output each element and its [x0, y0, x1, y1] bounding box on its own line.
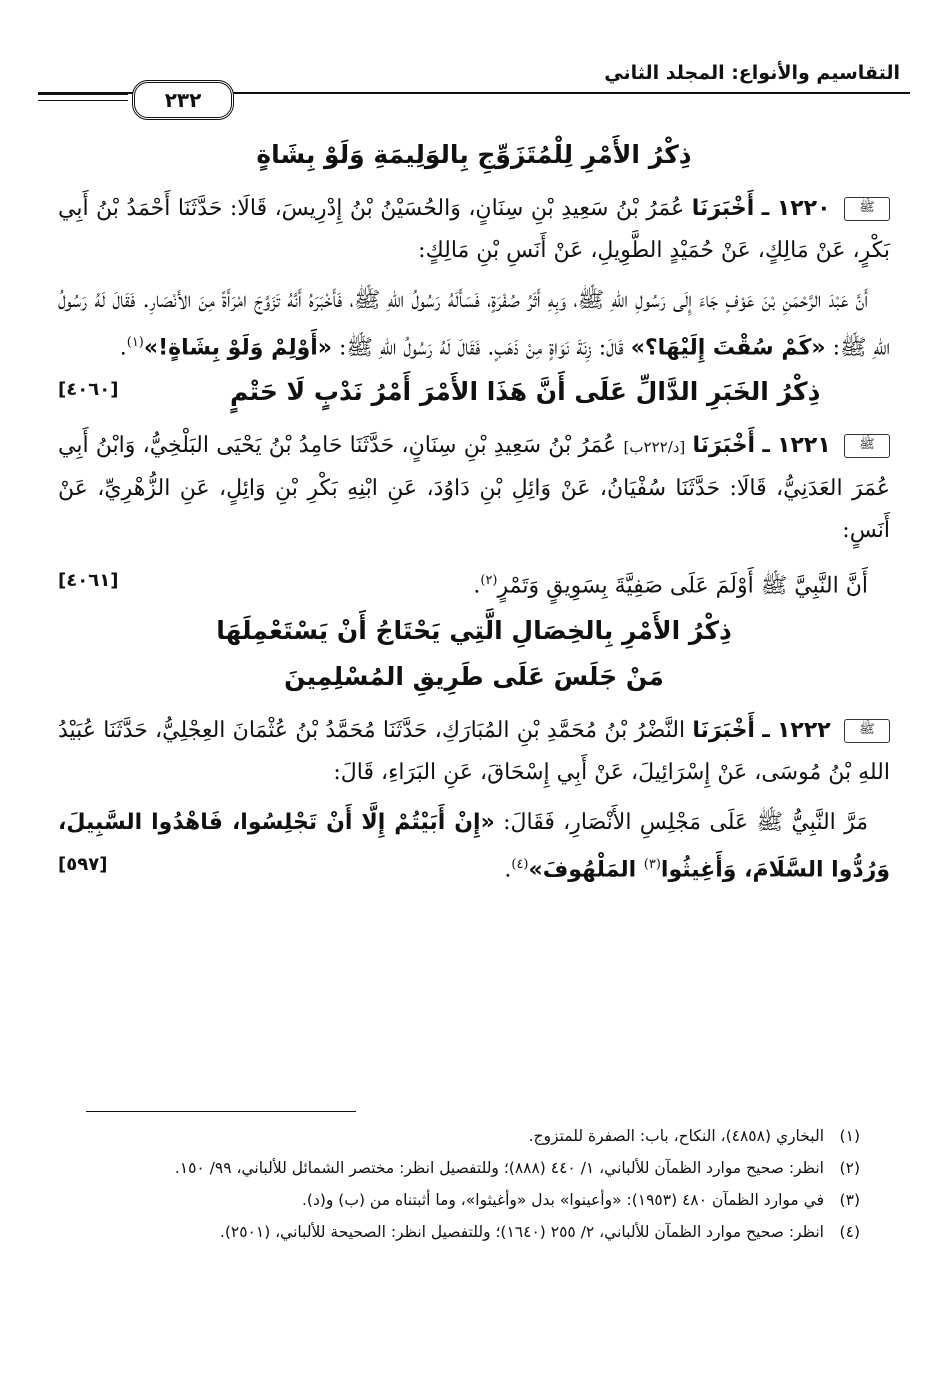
- manuscript-ref: [د/٢٢٢ب]: [623, 438, 686, 457]
- matn-text: أَنَّ عَبْدَ الرَّحْمَنِ بْنَ عَوْفٍ جَاءَ إِلَى رَسُولِ اللهِ ﷺ، وَبِهِ أَثَرُ صُفْرَةٍ، فَسَأَلَهُ رَسُولُ اللهِ ﷺ، فَأَخْبَرَهُ أَنَّهُ تَزَوَّجَ امْرَأَةً مِنَ الأَنْصَارِ. فَقَالَ لَهُ رَسُولُ اللهِ ﷺ:: [58, 288, 890, 361]
- akhbarana: أَخْبَرَنَا: [692, 433, 756, 459]
- matn-text: مَرَّ النَّبِيُّ ﷺ عَلَى مَجْلِسِ الأَنْصَارِ، فَقَالَ:: [494, 809, 869, 835]
- hadith-number: ١٢٢٠: [776, 196, 831, 221]
- section-heading: [58, 608, 890, 700]
- matn-text-mid: قَالَ: زِنَةَ نَوَاةٍ مِنْ ذَهَبٍ. فَقَالَ لَهُ رَسُولُ اللهِ ﷺ:: [332, 335, 631, 361]
- hadith-marker-icon: ﷺ: [844, 197, 890, 221]
- matn-paragraph: [58, 560, 890, 607]
- isnad-paragraph: [58, 710, 890, 794]
- main-content: [58, 132, 890, 891]
- footnote-mark: (١): [126, 335, 144, 350]
- footnote-number: (٣): [839, 1191, 860, 1209]
- hadith-reference: [٤٠٦٠]: [58, 379, 119, 401]
- matn-quote-1: «كَمْ سُقْتَ إِلَيْهَا؟»: [630, 335, 826, 361]
- dash: ـ: [762, 433, 770, 459]
- footnote-mark-inner: (٣): [643, 856, 661, 872]
- footnote-mark: (٢): [480, 573, 498, 589]
- akhbarana: أَخْبَرَنَا: [691, 196, 755, 221]
- dash: ـ: [761, 196, 770, 221]
- isnad-text: عُمَرُ بْنُ سَعِيدِ بْنِ سِنَانٍ، وَالحُسَيْنُ بْنُ إِدْرِيسَ، قَالَا: حَدَّثَنَا أَحْمَدُ بْنُ أَبِي بَكْرٍ، عَنْ مَالِكٍ، عَنْ حُمَيْدٍ الطَّوِيلِ، عَنْ أَنَسِ بْنِ مَالِكٍ:: [58, 196, 890, 263]
- hadith-number: ١٢٢٢: [777, 717, 831, 743]
- footnote-text: انظر: صحيح موارد الظمآن للألباني، ٢/ ٢٥٥ (١٦٤٠)؛ وللتفصيل انظر: الصحيحة للألباني، (٢٥٠١).: [219, 1223, 824, 1241]
- isnad-paragraph: [58, 188, 890, 272]
- footnote-text: في موارد الظمآن ٤٨٠ (١٩٥٣): «وأعينوا» بدل «وأغيثوا»، وما أثبتناه من (ب) و(د).: [301, 1191, 824, 1209]
- page-header: [38, 58, 910, 120]
- section-heading: ذِكْرُ الخَبَرِ الدَّالِّ عَلَى أَنَّ هَذَا الأَمْرَ أَمْرُ نَدْبٍ لَا حَتْمٍ: [230, 377, 821, 407]
- footnotes: [86, 1122, 860, 1250]
- isnad-text: النَّضْرُ بْنُ مُحَمَّدِ بْنِ المُبَارَكِ، حَدَّثَنَا مُحَمَّدُ بْنُ عُثْمَانَ العِجْلِيُّ، حَدَّثَنَا عُبَيْدُ اللهِ بْنُ مُوسَى، عَنْ إِسْرَائِيلَ، عَنْ أَبِي إِسْحَاقَ، عَنِ البَرَاءِ، قَالَ:: [58, 717, 890, 785]
- dash: ـ: [762, 717, 770, 743]
- hadith-reference: [٤٠٦١]: [58, 570, 119, 592]
- isnad-paragraph: [58, 425, 890, 552]
- footnote-item: [86, 1122, 860, 1150]
- section-3: [58, 608, 890, 891]
- matn-quote-2: المَلْهُوفَ»: [528, 856, 644, 882]
- header-rule-left-2: [38, 100, 128, 101]
- section-heading-line-1: ذِكْرُ الأَمْرِ بِالخِصَالِ الَّتِي يَحْتَاجُ أَنْ يَسْتَعْمِلَهَا: [216, 615, 732, 645]
- section-2: [58, 369, 890, 607]
- footnote-number: (٢): [839, 1159, 860, 1177]
- matn-paragraph: [58, 802, 890, 891]
- running-title: التقاسيم والأنواع: المجلد الثاني: [604, 62, 900, 84]
- hadith-marker-icon: ﷺ: [844, 434, 890, 458]
- matn-quote-1: «إِنْ أَبَيْتُمْ إِلَّا أَنْ تَجْلِسُوا، فَاهْدُوا السَّبِيلَ، وَرُدُّوا السَّلَامَ، وَأَغِيثُوا: [58, 809, 890, 882]
- footnote-text: البخاري (٤٨٥٨)، النكاح، باب: الصفرة للمتزوج.: [528, 1127, 824, 1145]
- akhbarana: أَخْبَرَنَا: [692, 717, 755, 743]
- footnote-item: [86, 1186, 860, 1214]
- page-number: ٢٣٢: [132, 80, 234, 120]
- hadith-marker-icon: ﷺ: [844, 719, 890, 743]
- matn-end: .: [504, 856, 512, 882]
- section-heading: ذِكْرُ الأَمْرِ لِلْمُتَزَوِّجِ بِالوَلِيمَةِ وَلَوْ بِشَاةٍ: [256, 140, 692, 169]
- section-heading-line-2: مَنْ جَلَسَ عَلَى طَرِيقِ المُسْلِمِينَ: [284, 661, 664, 691]
- isnad-text: عُمَرُ بْنُ سَعِيدِ بْنِ سِنَانٍ، حَدَّثَنَا حَامِدُ بْنُ يَحْيَى البَلْخِيُّ، وَابْنُ أَبِي عُمَرَ العَدَنِيُّ، قَالَا: حَدَّثَنَا سُفْيَانُ، عَنْ وَائِلِ بْنِ دَاوُدَ، عَنِ ابْنِهِ بَكْرِ بْنِ وَائِلٍ، عَنِ الزُّهْرِيِّ، عَنْ أَنَسٍ:: [58, 433, 890, 544]
- footnote-text: انظر: صحيح موارد الظمآن للألباني، ١/ ٤٤٠ (٨٨٨)؛ وللتفصيل انظر: مختصر الشمائل للألباني، ٩٩/ ١٥٠.: [174, 1159, 824, 1177]
- matn-end: .: [119, 335, 127, 361]
- hadith-number: ١٢٢١: [777, 433, 831, 459]
- footnote-number: (٤): [839, 1223, 860, 1241]
- footnote-item: [86, 1154, 860, 1182]
- footnote-mark: (٤): [511, 856, 529, 872]
- matn-text: أَنَّ النَّبِيَّ ﷺ أَوْلَمَ عَلَى صَفِيَّةَ بِسَوِيقٍ وَتَمْرٍ: [497, 573, 868, 599]
- matn-end: .: [473, 573, 481, 599]
- footnote-divider: [86, 1111, 356, 1112]
- hadith-reference: [٥٩٧]: [58, 853, 108, 875]
- footnote-number: (١): [839, 1127, 860, 1145]
- header-rule-left-1: [38, 94, 128, 95]
- matn-quote-2: «أَوْلِمْ وَلَوْ بِشَاةٍ!»: [143, 335, 333, 361]
- footnote-item: [86, 1218, 860, 1246]
